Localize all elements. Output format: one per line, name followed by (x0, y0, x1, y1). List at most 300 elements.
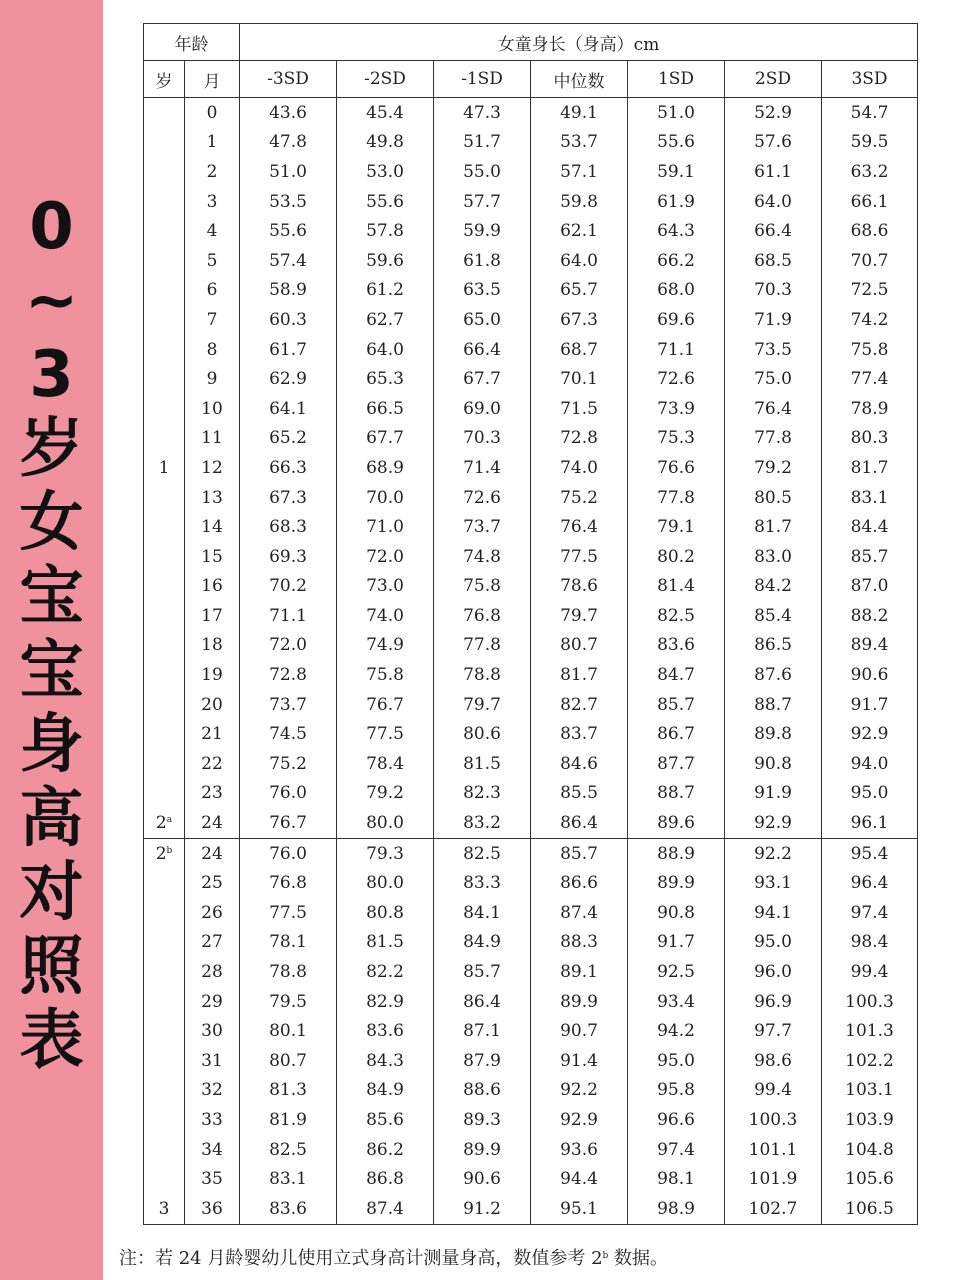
height-value-cell: 84.3 (337, 1046, 434, 1076)
month-cell: 27 (185, 928, 240, 958)
header-year: 岁 (144, 61, 185, 98)
table-row (144, 1105, 918, 1135)
height-value-cell: 75.0 (725, 364, 822, 394)
height-value-cell: 86.4 (531, 808, 628, 838)
height-value-cell: 101.9 (725, 1164, 822, 1194)
table-row (144, 1076, 918, 1106)
month-cell: 18 (185, 631, 240, 661)
height-value-cell: 88.6 (434, 1076, 531, 1106)
height-value-cell: 75.2 (531, 483, 628, 513)
month-cell: 12 (185, 453, 240, 483)
height-value-cell: 74.0 (531, 453, 628, 483)
table-row (144, 719, 918, 749)
height-value-cell: 71.5 (531, 394, 628, 424)
month-cell: 22 (185, 749, 240, 779)
height-value-cell: 61.7 (240, 335, 337, 365)
height-value-cell: 85.7 (628, 690, 725, 720)
table-row (144, 424, 918, 454)
table-row (144, 246, 918, 276)
height-value-cell: 77.5 (337, 719, 434, 749)
height-value-cell: 102.2 (822, 1046, 918, 1076)
table-row (144, 779, 918, 809)
year-cell (144, 601, 185, 631)
height-value-cell: 82.5 (628, 601, 725, 631)
height-value-cell: 78.1 (240, 928, 337, 958)
month-cell: 31 (185, 1046, 240, 1076)
height-value-cell: 80.0 (337, 868, 434, 898)
header-sd-col: 中位数 (531, 61, 628, 98)
table-row (144, 838, 918, 868)
height-value-cell: 83.6 (628, 631, 725, 661)
height-value-cell: 77.5 (531, 542, 628, 572)
height-value-cell: 59.6 (337, 246, 434, 276)
height-value-cell: 94.1 (725, 898, 822, 928)
month-cell: 36 (185, 1194, 240, 1224)
height-value-cell: 86.2 (337, 1135, 434, 1165)
month-cell: 4 (185, 216, 240, 246)
month-cell: 21 (185, 719, 240, 749)
height-value-cell: 59.1 (628, 157, 725, 187)
height-value-cell: 81.7 (725, 512, 822, 542)
height-value-cell: 84.1 (434, 898, 531, 928)
height-value-cell: 71.1 (628, 335, 725, 365)
height-value-cell: 73.0 (337, 572, 434, 602)
height-value-cell: 89.9 (434, 1135, 531, 1165)
table-row (144, 572, 918, 602)
height-value-cell: 64.3 (628, 216, 725, 246)
height-value-cell: 90.8 (628, 898, 725, 928)
year-cell (144, 424, 185, 454)
month-cell: 19 (185, 660, 240, 690)
height-value-cell: 80.7 (240, 1046, 337, 1076)
height-value-cell: 82.2 (337, 957, 434, 987)
header-month: 月 (185, 61, 240, 98)
footnote-text-after: 数据。 (608, 1248, 669, 1269)
year-cell (144, 1046, 185, 1076)
header-row-columns (144, 61, 918, 98)
month-cell: 25 (185, 868, 240, 898)
height-value-cell: 68.9 (337, 453, 434, 483)
height-value-cell: 85.5 (531, 779, 628, 809)
height-value-cell: 70.1 (531, 364, 628, 394)
month-cell: 23 (185, 779, 240, 809)
year-cell (144, 808, 185, 838)
height-value-cell: 85.6 (337, 1105, 434, 1135)
height-value-cell: 89.6 (628, 808, 725, 838)
year-cell (144, 1135, 185, 1165)
year-cell (144, 483, 185, 513)
month-cell: 16 (185, 572, 240, 602)
height-value-cell: 72.5 (822, 276, 918, 306)
height-value-cell: 80.7 (531, 631, 628, 661)
table-row (144, 483, 918, 513)
height-value-cell: 101.1 (725, 1135, 822, 1165)
page-title (0, 190, 103, 1078)
height-value-cell: 92.9 (531, 1105, 628, 1135)
height-value-cell: 68.5 (725, 246, 822, 276)
year-cell (144, 364, 185, 394)
sidebar-title-char: 身 (19, 708, 84, 782)
height-value-cell: 106.5 (822, 1194, 918, 1224)
year-cell (144, 631, 185, 661)
table-row (144, 364, 918, 394)
height-value-cell: 81.7 (822, 453, 918, 483)
height-value-cell: 76.4 (725, 394, 822, 424)
height-value-cell: 94.0 (822, 749, 918, 779)
year-cell (144, 335, 185, 365)
height-value-cell: 86.6 (531, 868, 628, 898)
year-cell (144, 512, 185, 542)
year-cell (144, 305, 185, 335)
height-value-cell: 93.1 (725, 868, 822, 898)
height-value-cell: 79.7 (434, 690, 531, 720)
height-value-cell: 96.4 (822, 868, 918, 898)
month-cell: 9 (185, 364, 240, 394)
height-value-cell: 77.4 (822, 364, 918, 394)
height-value-cell: 70.2 (240, 572, 337, 602)
height-value-cell: 83.3 (434, 868, 531, 898)
table-row (144, 1164, 918, 1194)
height-value-cell: 83.1 (240, 1164, 337, 1194)
height-value-cell: 99.4 (822, 957, 918, 987)
height-value-cell: 77.8 (434, 631, 531, 661)
height-value-cell: 92.9 (822, 719, 918, 749)
height-value-cell: 47.3 (434, 98, 531, 128)
year-value: 3 (158, 1198, 170, 1219)
sidebar-banner (0, 0, 103, 1280)
height-value-cell: 74.2 (822, 305, 918, 335)
height-value-cell: 72.8 (531, 424, 628, 454)
height-value-cell: 77.8 (628, 483, 725, 513)
table-row (144, 1046, 918, 1076)
height-value-cell: 84.7 (628, 660, 725, 690)
height-value-cell: 85.7 (822, 542, 918, 572)
height-value-cell: 98.1 (628, 1164, 725, 1194)
height-value-cell: 72.0 (240, 631, 337, 661)
table-row (144, 394, 918, 424)
height-value-cell: 100.3 (725, 1105, 822, 1135)
height-value-cell: 91.9 (725, 779, 822, 809)
sidebar-title-char: 宝 (19, 560, 84, 634)
header-sd-col: 2SD (725, 61, 822, 98)
footnote (119, 1244, 668, 1270)
height-value-cell: 70.3 (725, 276, 822, 306)
year-value: 2 (155, 813, 167, 834)
height-value-cell: 83.0 (725, 542, 822, 572)
height-value-cell: 105.6 (822, 1164, 918, 1194)
height-value-cell: 83.6 (337, 1016, 434, 1046)
height-value-cell: 75.8 (434, 572, 531, 602)
header-sd-col: -2SD (337, 61, 434, 98)
year-cell (144, 898, 185, 928)
table-row (144, 808, 918, 838)
height-value-cell: 69.3 (240, 542, 337, 572)
height-value-cell: 55.6 (240, 216, 337, 246)
height-value-cell: 70.7 (822, 246, 918, 276)
height-value-cell: 79.3 (337, 838, 434, 868)
height-value-cell: 68.3 (240, 512, 337, 542)
height-value-cell: 93.4 (628, 987, 725, 1017)
height-value-cell: 85.4 (725, 601, 822, 631)
month-cell: 8 (185, 335, 240, 365)
year-cell (144, 838, 185, 868)
height-value-cell: 85.7 (434, 957, 531, 987)
month-cell: 20 (185, 690, 240, 720)
year-cell (144, 987, 185, 1017)
height-value-cell: 97.4 (628, 1135, 725, 1165)
height-value-cell: 61.2 (337, 276, 434, 306)
height-value-cell: 75.2 (240, 749, 337, 779)
month-cell: 5 (185, 246, 240, 276)
height-value-cell: 66.2 (628, 246, 725, 276)
height-value-cell: 74.9 (337, 631, 434, 661)
height-value-cell: 89.9 (531, 987, 628, 1017)
month-cell: 33 (185, 1105, 240, 1135)
height-value-cell: 84.4 (822, 512, 918, 542)
height-value-cell: 76.0 (240, 838, 337, 868)
height-value-cell: 82.7 (531, 690, 628, 720)
year-value: 1 (158, 457, 170, 478)
height-value-cell: 83.2 (434, 808, 531, 838)
height-value-cell: 78.8 (240, 957, 337, 987)
table-row (144, 690, 918, 720)
height-value-cell: 79.5 (240, 987, 337, 1017)
height-value-cell: 78.8 (434, 660, 531, 690)
height-value-cell: 93.6 (531, 1135, 628, 1165)
height-value-cell: 68.6 (822, 216, 918, 246)
height-value-cell: 66.3 (240, 453, 337, 483)
year-cell (144, 246, 185, 276)
height-value-cell: 77.8 (725, 424, 822, 454)
height-value-cell: 80.2 (628, 542, 725, 572)
year-cell (144, 957, 185, 987)
height-value-cell: 70.3 (434, 424, 531, 454)
height-value-cell: 79.1 (628, 512, 725, 542)
year-cell (144, 868, 185, 898)
month-cell: 26 (185, 898, 240, 928)
height-value-cell: 75.3 (628, 424, 725, 454)
height-value-cell: 78.6 (531, 572, 628, 602)
height-value-cell: 86.5 (725, 631, 822, 661)
height-value-cell: 76.8 (240, 868, 337, 898)
height-value-cell: 76.4 (531, 512, 628, 542)
table-row (144, 660, 918, 690)
year-superscript: b (166, 845, 173, 856)
sidebar-title-char: 高 (19, 782, 84, 856)
height-value-cell: 80.5 (725, 483, 822, 513)
header-main: 女童身长（身高）cm (240, 24, 918, 61)
height-value-cell: 62.7 (337, 305, 434, 335)
height-value-cell: 72.8 (240, 660, 337, 690)
year-cell (144, 157, 185, 187)
height-value-cell: 81.7 (531, 660, 628, 690)
height-value-cell: 76.7 (337, 690, 434, 720)
height-value-cell: 77.5 (240, 898, 337, 928)
sidebar-title-char: 宝 (19, 634, 84, 708)
height-value-cell: 64.0 (725, 187, 822, 217)
height-value-cell: 75.8 (337, 660, 434, 690)
height-value-cell: 96.0 (725, 957, 822, 987)
height-value-cell: 67.3 (531, 305, 628, 335)
table-row (144, 216, 918, 246)
height-value-cell: 72.6 (628, 364, 725, 394)
height-value-cell: 86.4 (434, 987, 531, 1017)
year-cell (144, 1016, 185, 1046)
height-value-cell: 97.4 (822, 898, 918, 928)
height-value-cell: 71.1 (240, 601, 337, 631)
table-row (144, 631, 918, 661)
year-cell (144, 928, 185, 958)
height-value-cell: 90.7 (531, 1016, 628, 1046)
height-value-cell: 79.7 (531, 601, 628, 631)
height-value-cell: 87.6 (725, 660, 822, 690)
height-value-cell: 84.9 (434, 928, 531, 958)
table-row (144, 601, 918, 631)
height-value-cell: 75.8 (822, 335, 918, 365)
height-value-cell: 80.8 (337, 898, 434, 928)
height-value-cell: 64.1 (240, 394, 337, 424)
height-value-cell: 97.7 (725, 1016, 822, 1046)
year-cell (144, 572, 185, 602)
table-row (144, 453, 918, 483)
height-value-cell: 91.7 (628, 928, 725, 958)
height-value-cell: 101.3 (822, 1016, 918, 1046)
height-value-cell: 88.7 (628, 779, 725, 809)
height-value-cell: 96.6 (628, 1105, 725, 1135)
header-sd-col: 1SD (628, 61, 725, 98)
height-value-cell: 57.7 (434, 187, 531, 217)
header-sd-col: -1SD (434, 61, 531, 98)
year-cell (144, 187, 185, 217)
month-cell: 28 (185, 957, 240, 987)
height-value-cell: 49.1 (531, 98, 628, 128)
height-value-cell: 62.9 (240, 364, 337, 394)
sidebar-title-char: 3 (29, 338, 74, 412)
height-value-cell: 83.6 (240, 1194, 337, 1224)
month-cell: 3 (185, 187, 240, 217)
table-row (144, 928, 918, 958)
height-value-cell: 82.5 (434, 838, 531, 868)
height-value-cell: 87.7 (628, 749, 725, 779)
table-row (144, 1135, 918, 1165)
height-value-cell: 66.4 (434, 335, 531, 365)
height-value-cell: 68.0 (628, 276, 725, 306)
table-row (144, 1194, 918, 1224)
height-value-cell: 80.1 (240, 1016, 337, 1046)
month-cell: 7 (185, 305, 240, 335)
height-value-cell: 84.9 (337, 1076, 434, 1106)
year-cell (144, 690, 185, 720)
table-row (144, 898, 918, 928)
height-value-cell: 71.4 (434, 453, 531, 483)
height-value-cell: 95.0 (628, 1046, 725, 1076)
height-value-cell: 74.5 (240, 719, 337, 749)
year-cell (144, 216, 185, 246)
sidebar-title-char: 女 (19, 486, 84, 560)
month-cell: 32 (185, 1076, 240, 1106)
year-cell (144, 779, 185, 809)
month-cell: 0 (185, 98, 240, 128)
height-value-cell: 53.5 (240, 187, 337, 217)
month-cell: 30 (185, 1016, 240, 1046)
height-value-cell: 82.5 (240, 1135, 337, 1165)
height-value-cell: 88.2 (822, 601, 918, 631)
height-value-cell: 71.0 (337, 512, 434, 542)
height-value-cell: 62.1 (531, 216, 628, 246)
height-value-cell: 82.9 (337, 987, 434, 1017)
height-value-cell: 65.3 (337, 364, 434, 394)
table-row (144, 868, 918, 898)
height-value-cell: 81.3 (240, 1076, 337, 1106)
table-row (144, 1016, 918, 1046)
height-reference-table (143, 23, 918, 1225)
table-row (144, 276, 918, 306)
height-value-cell: 90.6 (434, 1164, 531, 1194)
table-row (144, 187, 918, 217)
height-value-cell: 67.7 (337, 424, 434, 454)
height-value-cell: 71.9 (725, 305, 822, 335)
height-value-cell: 92.2 (725, 838, 822, 868)
height-value-cell: 72.0 (337, 542, 434, 572)
height-value-cell: 86.7 (628, 719, 725, 749)
height-value-cell: 87.4 (531, 898, 628, 928)
height-value-cell: 95.1 (531, 1194, 628, 1224)
height-value-cell: 52.9 (725, 98, 822, 128)
table-row (144, 98, 918, 128)
height-value-cell: 73.9 (628, 394, 725, 424)
footnote-sup: b (602, 1251, 609, 1261)
header-sd-col: -3SD (240, 61, 337, 98)
table-body (144, 98, 918, 1225)
height-value-cell: 91.4 (531, 1046, 628, 1076)
height-value-cell: 59.8 (531, 187, 628, 217)
height-value-cell: 65.7 (531, 276, 628, 306)
year-cell (144, 453, 185, 483)
height-value-cell: 51.0 (628, 98, 725, 128)
height-value-cell: 89.8 (725, 719, 822, 749)
height-value-cell: 76.7 (240, 808, 337, 838)
year-cell (144, 394, 185, 424)
header-age: 年龄 (144, 24, 240, 61)
height-value-cell: 58.9 (240, 276, 337, 306)
year-cell (144, 1194, 185, 1224)
month-cell: 24 (185, 808, 240, 838)
height-value-cell: 59.5 (822, 128, 918, 158)
height-value-cell: 89.4 (822, 631, 918, 661)
height-value-cell: 89.9 (628, 868, 725, 898)
height-value-cell: 73.5 (725, 335, 822, 365)
table-row (144, 987, 918, 1017)
month-cell: 13 (185, 483, 240, 513)
height-value-cell: 86.8 (337, 1164, 434, 1194)
height-value-cell: 82.3 (434, 779, 531, 809)
height-value-cell: 57.4 (240, 246, 337, 276)
height-value-cell: 92.9 (725, 808, 822, 838)
height-value-cell: 78.9 (822, 394, 918, 424)
year-cell (144, 542, 185, 572)
footnote-text-before: 注：若 24 月龄婴幼儿使用立式身高计测量身高，数值参考 2 (119, 1248, 603, 1269)
height-value-cell: 66.4 (725, 216, 822, 246)
height-value-cell: 64.0 (337, 335, 434, 365)
height-value-cell: 61.9 (628, 187, 725, 217)
height-value-cell: 53.0 (337, 157, 434, 187)
height-value-cell: 78.4 (337, 749, 434, 779)
height-value-cell: 90.8 (725, 749, 822, 779)
height-value-cell: 87.0 (822, 572, 918, 602)
height-value-cell: 49.8 (337, 128, 434, 158)
height-value-cell: 94.2 (628, 1016, 725, 1046)
height-value-cell: 85.7 (531, 838, 628, 868)
